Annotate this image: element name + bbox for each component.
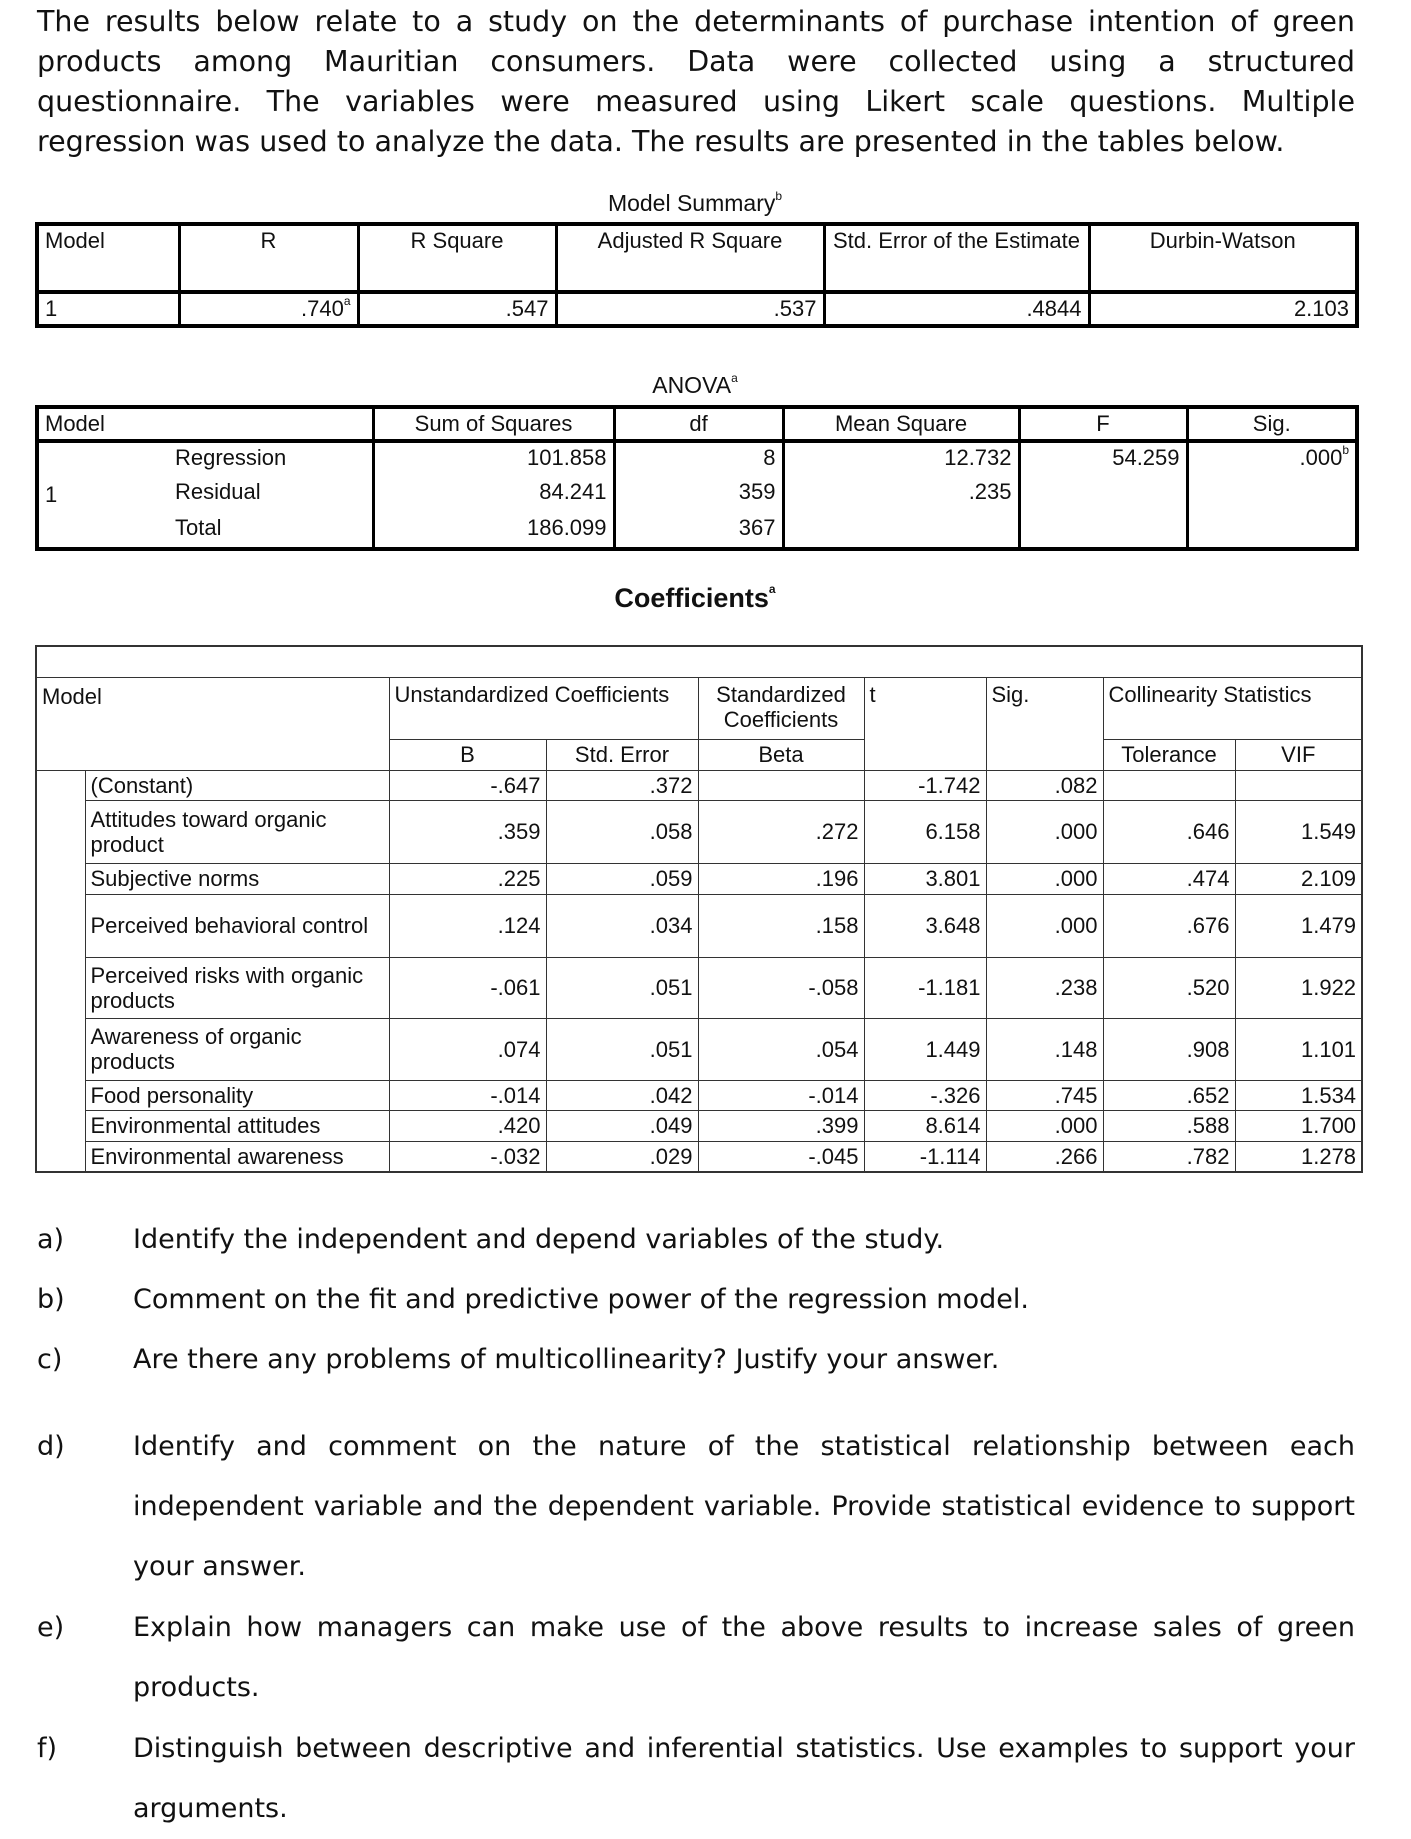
cell-tol: .908 (1103, 1018, 1235, 1080)
title-text: ANOVA (652, 372, 732, 398)
intro-text: The results below relate to a study on the determinants of purchase intention of green products among Mauritian consumers. Data were collected using a structured questionnaire. The variables were measured using Likert scale questions. Multiple regression was used to analyze the data. The results are presented in the tables below. (37, 5, 1355, 158)
table-row (36, 1110, 1362, 1141)
footnote: a (731, 371, 738, 385)
header-cell: Std. Error (546, 739, 698, 770)
cell-beta: -.045 (698, 1141, 864, 1172)
cell-vif: 1.700 (1235, 1110, 1362, 1141)
cell: 101.858 (373, 441, 614, 477)
row-label: Total (175, 515, 222, 540)
coefficients-title (35, 583, 1355, 614)
cell-b: .420 (389, 1110, 546, 1141)
model-summary-title (35, 190, 1355, 217)
question-letter: f) (37, 1733, 58, 1764)
cell-beta: .196 (698, 863, 864, 894)
cell-se: .051 (546, 957, 698, 1018)
question-text: Comment on the fit and predictive power of the regression model. (133, 1284, 1029, 1315)
cell-se: .042 (546, 1080, 698, 1110)
header-cell: Durbin-Watson (1089, 224, 1357, 292)
table-row (36, 894, 1362, 957)
cell-se: .059 (546, 863, 698, 894)
cell-b: -.061 (389, 957, 546, 1018)
header-cell: Tolerance (1103, 739, 1235, 770)
cell: 54.259 (1019, 441, 1187, 477)
table-row (36, 800, 1362, 863)
footnote: b (1342, 443, 1350, 457)
cell-sig: .000 (986, 1110, 1103, 1141)
header-cell: t (864, 677, 986, 770)
header-cell: VIF (1235, 739, 1362, 770)
cell-sig: .082 (986, 770, 1103, 800)
cell-tol: .676 (1103, 894, 1235, 957)
cell: 1 (45, 296, 58, 321)
title-text: Model Summary (607, 190, 776, 216)
anova-title (35, 372, 1355, 399)
cell: 12.732 (783, 441, 1019, 477)
cell (1187, 441, 1357, 477)
cell-se: .058 (546, 800, 698, 863)
cell-t: 8.614 (864, 1110, 986, 1141)
cell-beta: .054 (698, 1018, 864, 1080)
cell-vif: 1.922 (1235, 957, 1362, 1018)
cell: 359 (614, 477, 783, 513)
cell-t: -1.114 (864, 1141, 986, 1172)
variable-name: Perceived behavioral control (85, 894, 389, 957)
question-text: Identify and comment on the nature of the statistical relationship between each independent variable and the dependent variable. Provide statistical evidence to support your answer. (133, 1431, 1355, 1582)
header-row (36, 677, 1362, 739)
header-cell: Sig. (1187, 407, 1357, 441)
header-row (37, 224, 1357, 292)
question-text: Identify the independent and depend variables of the study. (133, 1224, 945, 1255)
question-letter: d) (37, 1431, 65, 1462)
cell: 2.103 (1089, 292, 1357, 326)
header-row (37, 407, 1357, 441)
sig-value: .000 (1299, 445, 1343, 470)
cell-se: .029 (546, 1141, 698, 1172)
cell (1187, 477, 1357, 513)
cell: 84.241 (373, 477, 614, 513)
header-cell: Model (45, 228, 105, 253)
cell-beta: .399 (698, 1110, 864, 1141)
row-label: Residual (175, 479, 261, 504)
cell-b: .225 (389, 863, 546, 894)
header-cell: Sig. (986, 677, 1103, 770)
cell-t: -1.742 (864, 770, 986, 800)
cell-t: 1.449 (864, 1018, 986, 1080)
row-label: Regression (175, 445, 287, 470)
cell-sig: .148 (986, 1018, 1103, 1080)
table-row (37, 513, 1357, 549)
cell-sig: .266 (986, 1141, 1103, 1172)
cell: .537 (556, 292, 824, 326)
question-letter: b) (37, 1284, 65, 1315)
header-cell: Collinearity Statistics (1103, 677, 1362, 739)
cell-vif: 1.101 (1235, 1018, 1362, 1080)
table-row (37, 292, 1357, 326)
table-row (36, 770, 1362, 800)
footnote: a (343, 294, 351, 308)
cell-vif: 1.479 (1235, 894, 1362, 957)
table-row (36, 1018, 1362, 1080)
cell (1019, 477, 1187, 513)
cell: 367 (614, 513, 783, 549)
variable-name: Environmental attitudes (85, 1110, 389, 1141)
model-cell: 1 (45, 482, 58, 507)
cell-sig: .745 (986, 1080, 1103, 1110)
cell-vif: 1.278 (1235, 1141, 1362, 1172)
cell-t: -1.181 (864, 957, 986, 1018)
cell (1187, 513, 1357, 549)
cell (783, 513, 1019, 549)
cell-se: .372 (546, 770, 698, 800)
cell-vif: 1.534 (1235, 1080, 1362, 1110)
table-row (36, 863, 1362, 894)
header-cell: Standardized Coefficients (698, 677, 864, 739)
footnote: b (775, 189, 783, 203)
variable-name: Food personality (85, 1080, 389, 1110)
cell-b: .359 (389, 800, 546, 863)
header-cell: B (389, 739, 546, 770)
cell-sig: .000 (986, 894, 1103, 957)
cell (179, 292, 358, 326)
variable-name: Perceived risks with organic products (85, 957, 389, 1018)
cell-se: .051 (546, 1018, 698, 1080)
cell-b: -.647 (389, 770, 546, 800)
header-cell: Adjusted R Square (556, 224, 824, 292)
cell-se: .049 (546, 1110, 698, 1141)
cell-tol: .474 (1103, 863, 1235, 894)
cell-b: .074 (389, 1018, 546, 1080)
header-cell: Model (45, 411, 105, 436)
cell-beta (698, 770, 864, 800)
header-cell: Std. Error of the Estimate (824, 224, 1089, 292)
cell-b: .124 (389, 894, 546, 957)
question-text: Are there any problems of multicollinearity? Justify your answer. (133, 1344, 1000, 1375)
question-letter: e) (37, 1612, 65, 1643)
variable-name: Subjective norms (85, 863, 389, 894)
footnote: a (768, 582, 776, 596)
question-text: Distinguish between descriptive and inferential statistics. Use examples to support your arguments. (133, 1733, 1355, 1824)
cell-sig: .000 (986, 863, 1103, 894)
cell-t: 3.648 (864, 894, 986, 957)
cell-tol (1103, 770, 1235, 800)
cell-tol: .588 (1103, 1110, 1235, 1141)
r-value: .740 (300, 296, 344, 321)
cell-se: .034 (546, 894, 698, 957)
header-cell: R Square (358, 224, 556, 292)
intro-paragraph (37, 2, 1355, 162)
variable-name: Awareness of organic products (85, 1018, 389, 1080)
question-letter: c) (37, 1344, 63, 1375)
cell-tol: .520 (1103, 957, 1235, 1018)
cell (36, 646, 1362, 677)
model-summary-table (35, 222, 1359, 328)
question-text: Explain how managers can make use of the above results to increase sales of green products. (133, 1612, 1355, 1703)
table-row (36, 957, 1362, 1018)
cell: 8 (614, 441, 783, 477)
header-cell: R (179, 224, 358, 292)
cell: .547 (358, 292, 556, 326)
header-cell: df (614, 407, 783, 441)
cell-vif (1235, 770, 1362, 800)
cell-vif: 1.549 (1235, 800, 1362, 863)
cell-sig: .238 (986, 957, 1103, 1018)
anova-table (35, 405, 1359, 551)
cell-vif: 2.109 (1235, 863, 1362, 894)
header-cell: Unstandardized Coefficients (389, 677, 698, 739)
cell: .4844 (824, 292, 1089, 326)
cell (1019, 513, 1187, 549)
cell-b: -.014 (389, 1080, 546, 1110)
title-text: Coefficients (614, 583, 769, 613)
coefficients-table (35, 645, 1363, 1173)
cell-tol: .652 (1103, 1080, 1235, 1110)
cell-tol: .646 (1103, 800, 1235, 863)
cell-tol: .782 (1103, 1141, 1235, 1172)
cell-sig: .000 (986, 800, 1103, 863)
cell-t: 3.801 (864, 863, 986, 894)
question-letter: a) (37, 1224, 65, 1255)
header-cell: F (1019, 407, 1187, 441)
cell-b: -.032 (389, 1141, 546, 1172)
table-row (37, 441, 1357, 477)
variable-name: (Constant) (85, 770, 389, 800)
cell-t: 6.158 (864, 800, 986, 863)
cell: .235 (783, 477, 1019, 513)
cell-beta: -.014 (698, 1080, 864, 1110)
variable-name: Attitudes toward organic product (85, 800, 389, 863)
cell-beta: .272 (698, 800, 864, 863)
cell-t: -.326 (864, 1080, 986, 1110)
header-cell: Sum of Squares (373, 407, 614, 441)
model-cell (36, 770, 85, 1172)
table-row (37, 477, 1357, 513)
cell: 186.099 (373, 513, 614, 549)
variable-name: Environmental awareness (85, 1141, 389, 1172)
table-row (36, 1080, 1362, 1110)
table-row (36, 1141, 1362, 1172)
cell-beta: .158 (698, 894, 864, 957)
header-cell: Model (36, 677, 389, 770)
header-cell: Beta (698, 739, 864, 770)
header-cell: Mean Square (783, 407, 1019, 441)
blank-row (36, 646, 1362, 677)
cell-beta: -.058 (698, 957, 864, 1018)
